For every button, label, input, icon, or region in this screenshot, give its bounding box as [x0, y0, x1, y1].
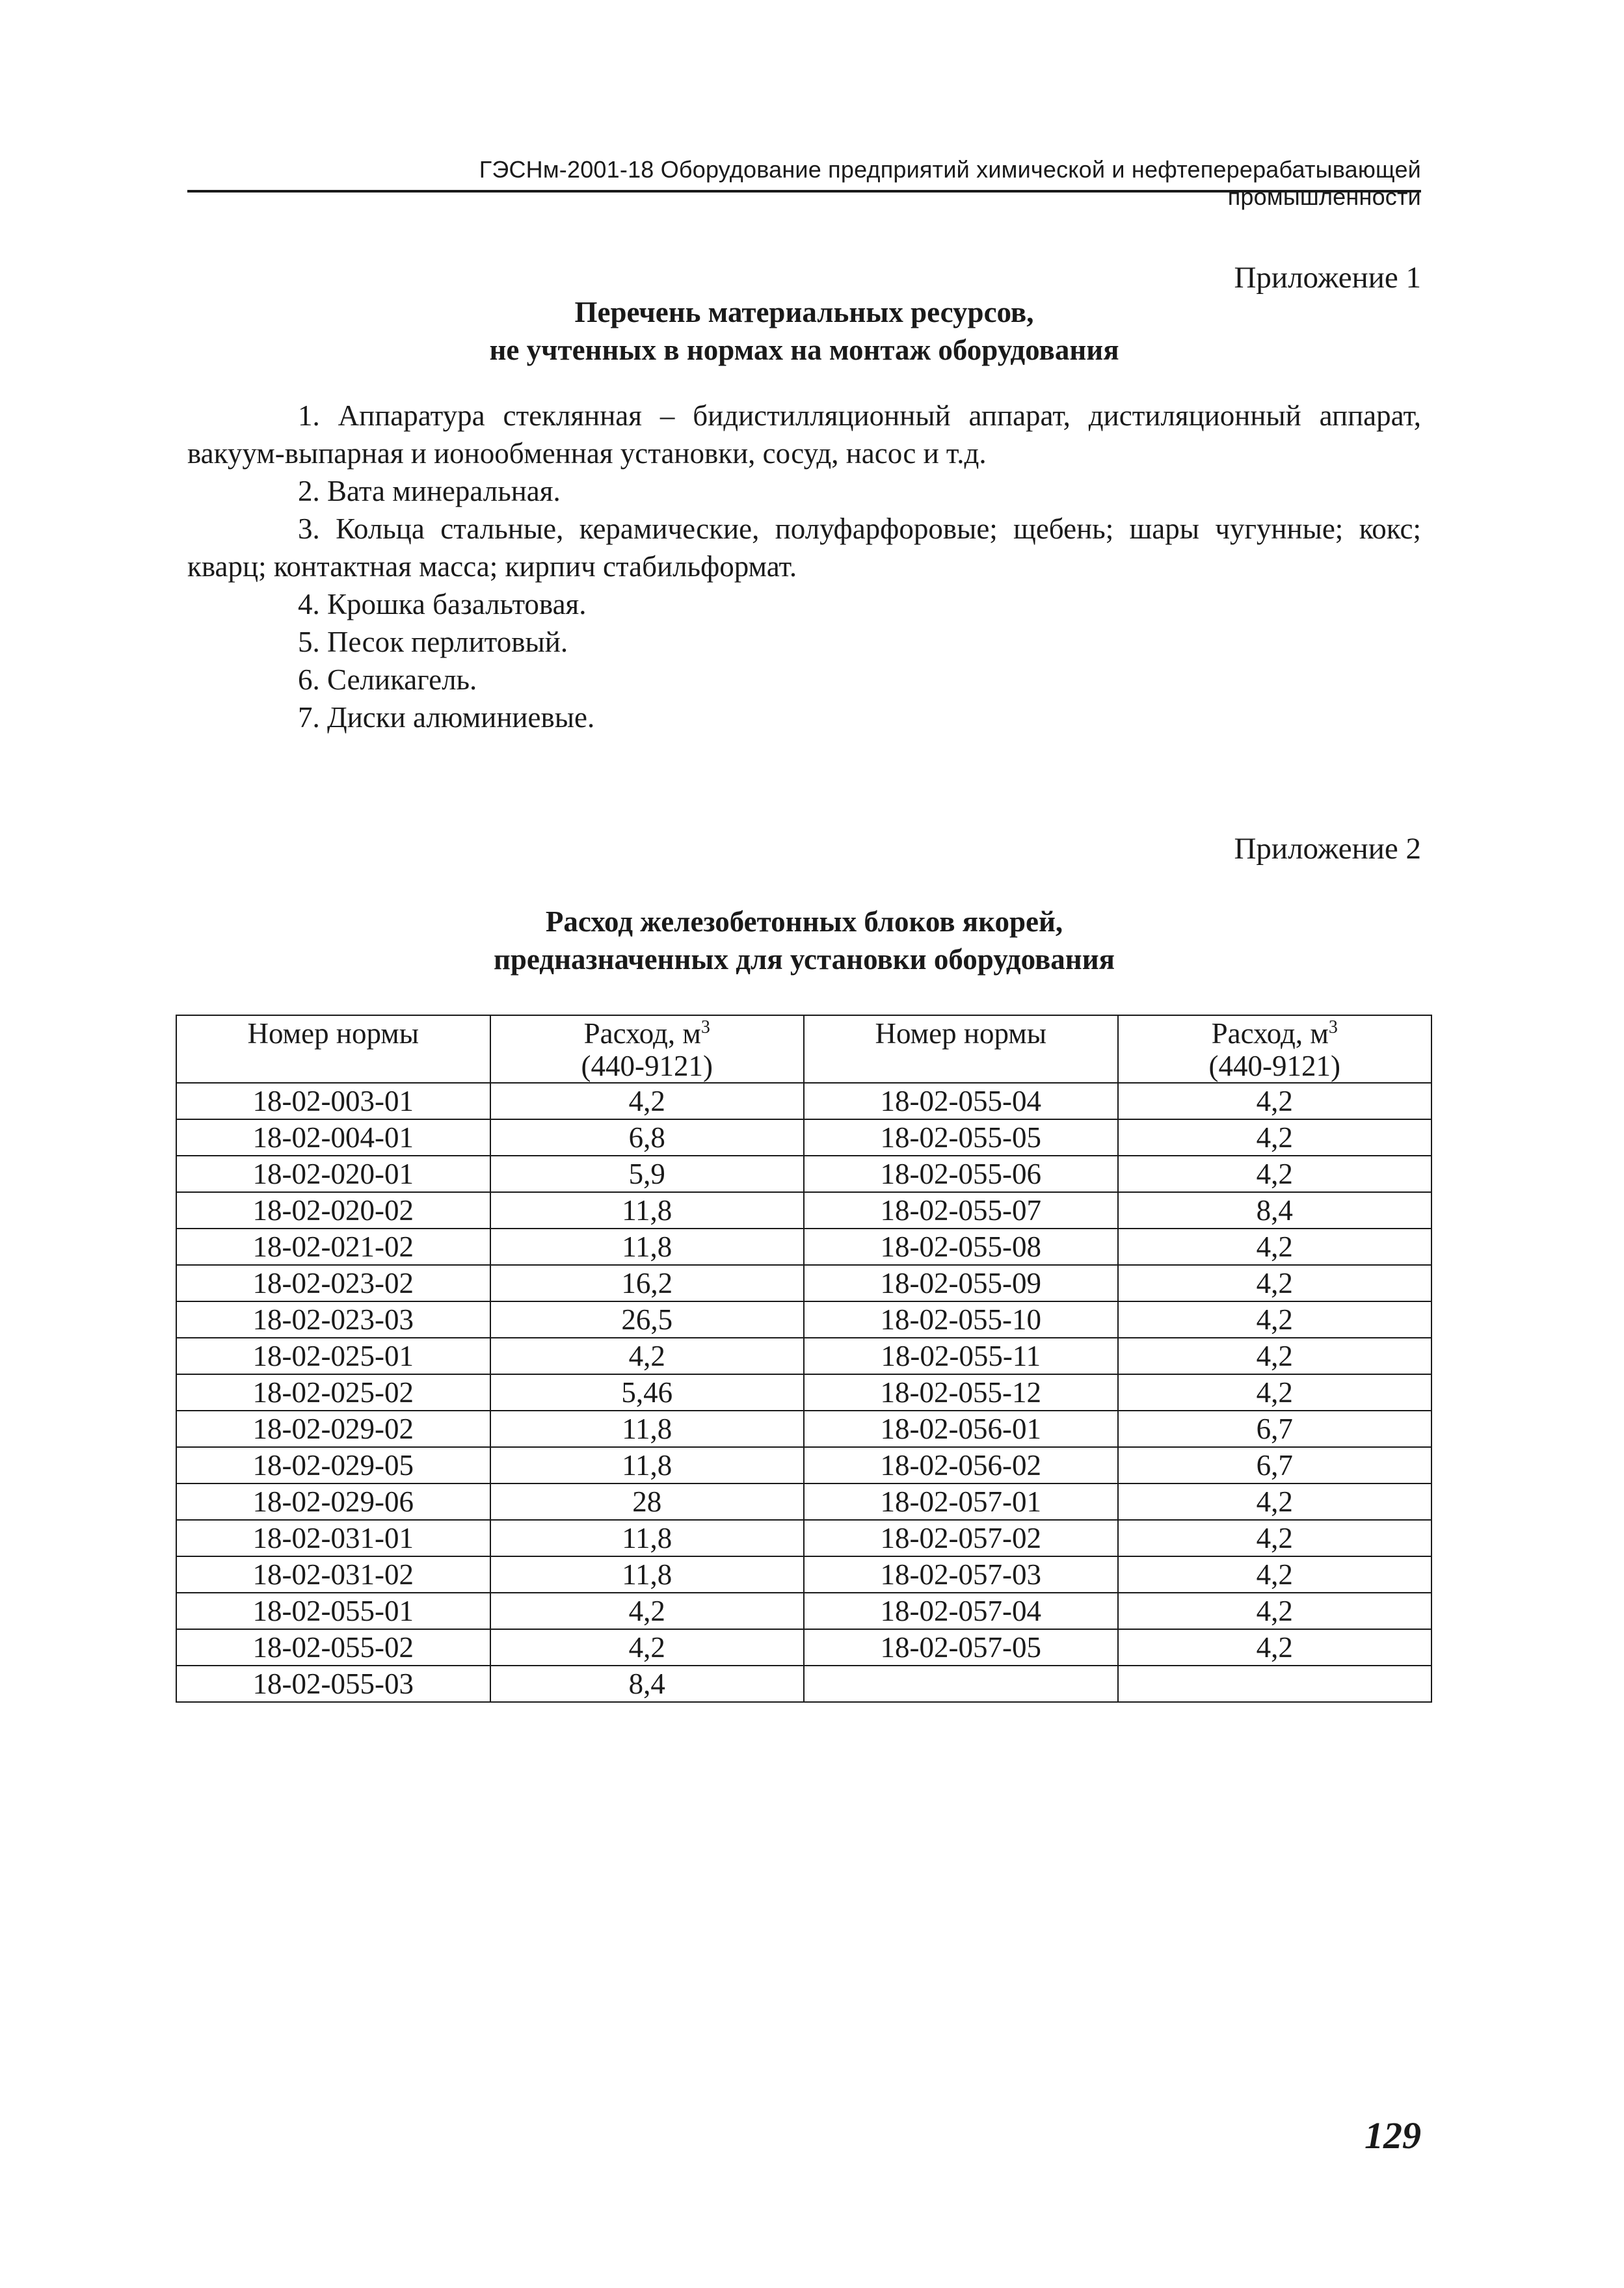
table-cell: 4,2	[1118, 1374, 1432, 1411]
table-cell: 18-02-055-10	[804, 1301, 1118, 1338]
table-cell: 11,8	[490, 1447, 805, 1483]
table-cell: 4,2	[1118, 1119, 1432, 1156]
table-row	[176, 1192, 1431, 1229]
table-cell: 18-02-055-09	[804, 1265, 1118, 1301]
appendix-2-title-line-1: Расход железобетонных блоков якорей,	[545, 905, 1063, 938]
table-cell: 18-02-057-05	[804, 1629, 1118, 1666]
table-cell: 18-02-055-12	[804, 1374, 1118, 1411]
column-header-norm-number: Номер нормы	[804, 1015, 1118, 1083]
table-cell: 16,2	[490, 1265, 805, 1301]
table-cell: 18-02-025-01	[176, 1338, 490, 1374]
list-item: 5. Песок перлитовый.	[298, 626, 568, 658]
table-row	[176, 1229, 1431, 1265]
appendix-1-title-line-2: не учтенных в нормах на монтаж оборудования	[489, 334, 1119, 366]
table-cell: 18-02-055-02	[176, 1629, 490, 1666]
table-cell: 4,2	[1118, 1629, 1432, 1666]
table-cell: 18-02-057-01	[804, 1483, 1118, 1520]
list-item: 1. Аппаратура стеклянная – бидистилляционный аппарат, дистиляционный аппарат, вакуум-выпарная и ионообменная установки, сосуд, насос и т.д.	[187, 399, 1421, 470]
table-cell: 11,8	[490, 1229, 805, 1265]
appendix-1-title-line-1: Перечень материальных ресурсов,	[574, 296, 1034, 328]
running-header: ГЭСНм-2001-18 Оборудование предприятий химической и нефтеперерабатывающей промышленности	[479, 156, 1421, 210]
table-cell: 11,8	[490, 1520, 805, 1556]
table-row	[176, 1483, 1431, 1520]
table-cell: 18-02-021-02	[176, 1229, 490, 1265]
table-cell: 4,2	[490, 1629, 805, 1666]
list-item: 2. Вата минеральная.	[298, 475, 561, 507]
column-header-norm-number: Номер нормы	[176, 1015, 490, 1083]
table-row	[176, 1629, 1431, 1666]
table-cell: 18-02-055-11	[804, 1338, 1118, 1374]
table-row	[176, 1374, 1431, 1411]
table-row	[176, 1265, 1431, 1301]
table-cell: 5,46	[490, 1374, 805, 1411]
table-cell: 18-02-023-03	[176, 1301, 490, 1338]
table-row	[176, 1520, 1431, 1556]
table-cell: 18-02-004-01	[176, 1119, 490, 1156]
page-number: 129	[1364, 2114, 1421, 2157]
table-header-row	[176, 1015, 1431, 1083]
appendix-1-label: Приложение 1	[1234, 261, 1421, 295]
list-item: 3. Кольца стальные, керамические, полуфарфоровые; щебень; шары чугунные; кокс; кварц; контактная масса; кирпич стабильформат.	[187, 512, 1421, 583]
table-cell: 18-02-057-03	[804, 1556, 1118, 1593]
table-row	[176, 1411, 1431, 1447]
table-cell: 11,8	[490, 1556, 805, 1593]
table-row	[176, 1666, 1431, 1702]
table-cell: 4,2	[490, 1338, 805, 1374]
table-cell	[804, 1666, 1118, 1702]
table-cell: 18-02-055-04	[804, 1083, 1118, 1119]
consumption-table	[176, 1015, 1432, 1703]
appendix-2-title-line-2: предназначенных для установки оборудования	[493, 943, 1115, 976]
table-cell: 18-02-056-01	[804, 1411, 1118, 1447]
consumption-table-container	[176, 1015, 1432, 1703]
table-cell: 4,2	[1118, 1156, 1432, 1192]
table-cell: 4,2	[1118, 1229, 1432, 1265]
table-row	[176, 1156, 1431, 1192]
table-cell: 6,7	[1118, 1411, 1432, 1447]
table-cell: 18-02-003-01	[176, 1083, 490, 1119]
list-item: 7. Диски алюминиевые.	[298, 701, 595, 734]
table-row	[176, 1338, 1431, 1374]
list-item: 6. Селикагель.	[298, 663, 477, 696]
column-header-consumption: Расход, $м^3$ (440-9121)	[1118, 1015, 1432, 1083]
table-cell: 11,8	[490, 1192, 805, 1229]
table-cell: 8,4	[490, 1666, 805, 1702]
column-header-consumption: Расход, $м^3$ (440-9121)	[490, 1015, 805, 1083]
table-cell: 18-02-057-04	[804, 1593, 1118, 1629]
table-cell: 18-02-055-06	[804, 1156, 1118, 1192]
table-row	[176, 1556, 1431, 1593]
table-cell: 11,8	[490, 1411, 805, 1447]
table-row	[176, 1083, 1431, 1119]
table-cell: 4,2	[1118, 1301, 1432, 1338]
table-row	[176, 1301, 1431, 1338]
appendix-2-title	[187, 903, 1421, 978]
table-cell: 4,2	[1118, 1338, 1432, 1374]
table-cell: 5,9	[490, 1156, 805, 1192]
table-cell: 18-02-025-02	[176, 1374, 490, 1411]
table-row	[176, 1119, 1431, 1156]
table-cell: 28	[490, 1483, 805, 1520]
appendix-1-title	[187, 293, 1421, 369]
table-cell: 18-02-057-02	[804, 1520, 1118, 1556]
table-cell: 4,2	[490, 1083, 805, 1119]
table-cell: 6,7	[1118, 1447, 1432, 1483]
table-cell: 4,2	[490, 1593, 805, 1629]
table-cell: 4,2	[1118, 1556, 1432, 1593]
table-cell: 18-02-055-07	[804, 1192, 1118, 1229]
table-row	[176, 1593, 1431, 1629]
table-cell	[1118, 1666, 1432, 1702]
table-cell: 8,4	[1118, 1192, 1432, 1229]
table-cell: 26,5	[490, 1301, 805, 1338]
table-cell: 18-02-055-05	[804, 1119, 1118, 1156]
table-cell: 4,2	[1118, 1593, 1432, 1629]
table-cell: 18-02-029-02	[176, 1411, 490, 1447]
table-cell: 4,2	[1118, 1483, 1432, 1520]
table-cell: 18-02-023-02	[176, 1265, 490, 1301]
materials-list	[187, 397, 1421, 736]
table-cell: 18-02-056-02	[804, 1447, 1118, 1483]
table-cell: 18-02-029-05	[176, 1447, 490, 1483]
table-cell: 18-02-031-02	[176, 1556, 490, 1593]
table-cell: 18-02-055-08	[804, 1229, 1118, 1265]
table-cell: 18-02-031-01	[176, 1520, 490, 1556]
table-cell: 18-02-055-01	[176, 1593, 490, 1629]
table-cell: 18-02-020-01	[176, 1156, 490, 1192]
table-cell: 18-02-029-06	[176, 1483, 490, 1520]
table-cell: 18-02-020-02	[176, 1192, 490, 1229]
table-cell: 6,8	[490, 1119, 805, 1156]
table-cell: 18-02-055-03	[176, 1666, 490, 1702]
table-row	[176, 1447, 1431, 1483]
list-item: 4. Крошка базальтовая.	[298, 588, 587, 620]
table-cell: 4,2	[1118, 1265, 1432, 1301]
table-cell: 4,2	[1118, 1083, 1432, 1119]
table-cell: 4,2	[1118, 1520, 1432, 1556]
header-divider	[187, 190, 1421, 193]
appendix-2-label: Приложение 2	[1234, 832, 1421, 866]
